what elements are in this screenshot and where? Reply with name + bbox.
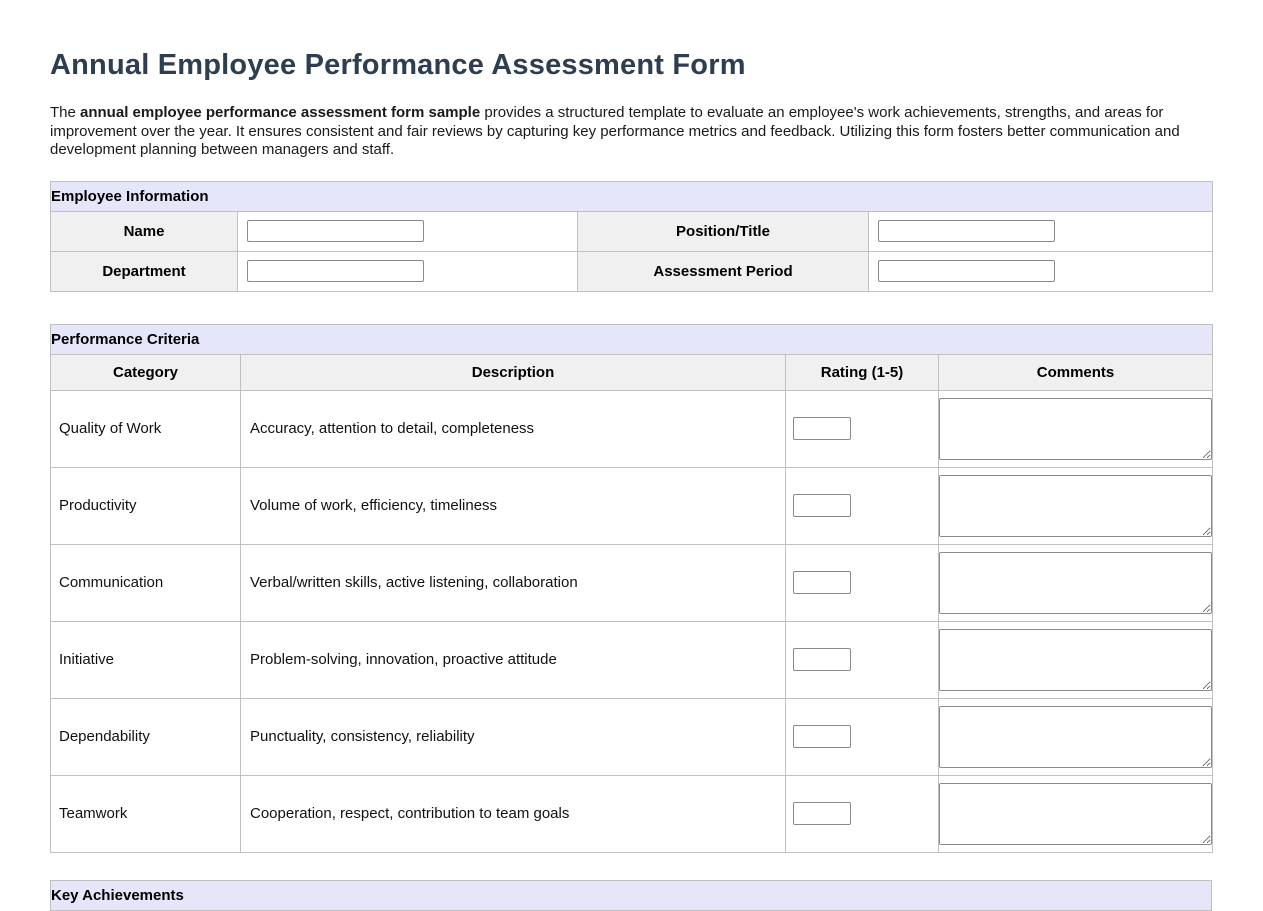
performance-row-quality-of-work xyxy=(51,390,1213,467)
comments-cell xyxy=(939,698,1213,775)
comments-cell xyxy=(939,390,1213,467)
name-label: Name xyxy=(51,211,238,251)
column-header-category: Category xyxy=(51,354,241,390)
assessment-period-input-cell xyxy=(869,251,1213,291)
rating-cell xyxy=(786,467,939,544)
column-header-comments: Comments xyxy=(939,354,1213,390)
comments-cell xyxy=(939,544,1213,621)
position-title-input-cell xyxy=(869,211,1213,251)
rating-input[interactable] xyxy=(793,802,851,825)
description-cell: Accuracy, attention to detail, completeness xyxy=(241,390,786,467)
category-cell: Initiative xyxy=(51,621,241,698)
intro-paragraph xyxy=(50,104,1212,160)
intro-text-after: provides a structured template to evaluate an employee's work achievements, strengths, and areas for improvement over the year. It ensures consistent and fair reviews by capturing key performance metrics and feedback. Utilizing this form fosters better communication and development planning between managers and staff. xyxy=(50,104,1180,158)
comments-cell xyxy=(939,775,1213,852)
performance-row-productivity xyxy=(51,467,1213,544)
name-input-cell xyxy=(238,211,578,251)
performance-row-teamwork xyxy=(51,775,1213,852)
comments-cell xyxy=(939,621,1213,698)
description-cell: Volume of work, efficiency, timeliness xyxy=(241,467,786,544)
name-input[interactable] xyxy=(247,220,424,242)
key-achievements-section-title: Key Achievements xyxy=(51,880,1212,910)
performance-criteria-section-title: Performance Criteria xyxy=(51,324,1213,354)
assessment-period-label: Assessment Period xyxy=(578,251,869,291)
department-label: Department xyxy=(51,251,238,291)
rating-cell xyxy=(786,621,939,698)
description-cell: Cooperation, respect, contribution to team goals xyxy=(241,775,786,852)
performance-column-header-row xyxy=(51,354,1213,390)
employee-information-header-row xyxy=(51,181,1213,211)
comments-textarea[interactable] xyxy=(939,706,1212,768)
employee-information-section-title: Employee Information xyxy=(51,181,1213,211)
department-input-cell xyxy=(238,251,578,291)
category-cell: Teamwork xyxy=(51,775,241,852)
position-title-input[interactable] xyxy=(878,220,1055,242)
description-cell: Verbal/written skills, active listening, collaboration xyxy=(241,544,786,621)
comments-textarea[interactable] xyxy=(939,475,1212,537)
employee-info-row-2 xyxy=(51,251,1213,291)
page-title: Annual Employee Performance Assessment Form xyxy=(50,49,746,81)
comments-textarea[interactable] xyxy=(939,552,1212,614)
rating-cell xyxy=(786,544,939,621)
performance-row-initiative xyxy=(51,621,1213,698)
comments-cell xyxy=(939,467,1213,544)
rating-cell xyxy=(786,390,939,467)
key-achievements-header-row xyxy=(51,880,1212,910)
rating-input[interactable] xyxy=(793,648,851,671)
rating-input[interactable] xyxy=(793,725,851,748)
category-cell: Dependability xyxy=(51,698,241,775)
comments-textarea[interactable] xyxy=(939,783,1212,845)
rating-input[interactable] xyxy=(793,417,851,440)
category-cell: Quality of Work xyxy=(51,390,241,467)
comments-textarea[interactable] xyxy=(939,629,1212,691)
column-header-rating: Rating (1-5) xyxy=(786,354,939,390)
comments-textarea[interactable] xyxy=(939,398,1212,460)
employee-info-row-1 xyxy=(51,211,1213,251)
category-cell: Communication xyxy=(51,544,241,621)
intro-text-before: The xyxy=(50,104,81,121)
intro-text-bold: annual employee performance assessment form sample xyxy=(80,104,481,121)
rating-cell xyxy=(786,698,939,775)
department-input[interactable] xyxy=(247,260,424,282)
rating-input[interactable] xyxy=(793,571,851,594)
key-achievements-table xyxy=(50,880,1212,911)
description-cell: Punctuality, consistency, reliability xyxy=(241,698,786,775)
performance-row-dependability xyxy=(51,698,1213,775)
category-cell: Productivity xyxy=(51,467,241,544)
column-header-description: Description xyxy=(241,354,786,390)
performance-criteria-table xyxy=(50,324,1213,853)
assessment-period-input[interactable] xyxy=(878,260,1055,282)
performance-row-communication xyxy=(51,544,1213,621)
performance-criteria-header-row xyxy=(51,324,1213,354)
rating-cell xyxy=(786,775,939,852)
description-cell: Problem-solving, innovation, proactive attitude xyxy=(241,621,786,698)
employee-information-table xyxy=(50,181,1213,292)
position-title-label: Position/Title xyxy=(578,211,869,251)
rating-input[interactable] xyxy=(793,494,851,517)
